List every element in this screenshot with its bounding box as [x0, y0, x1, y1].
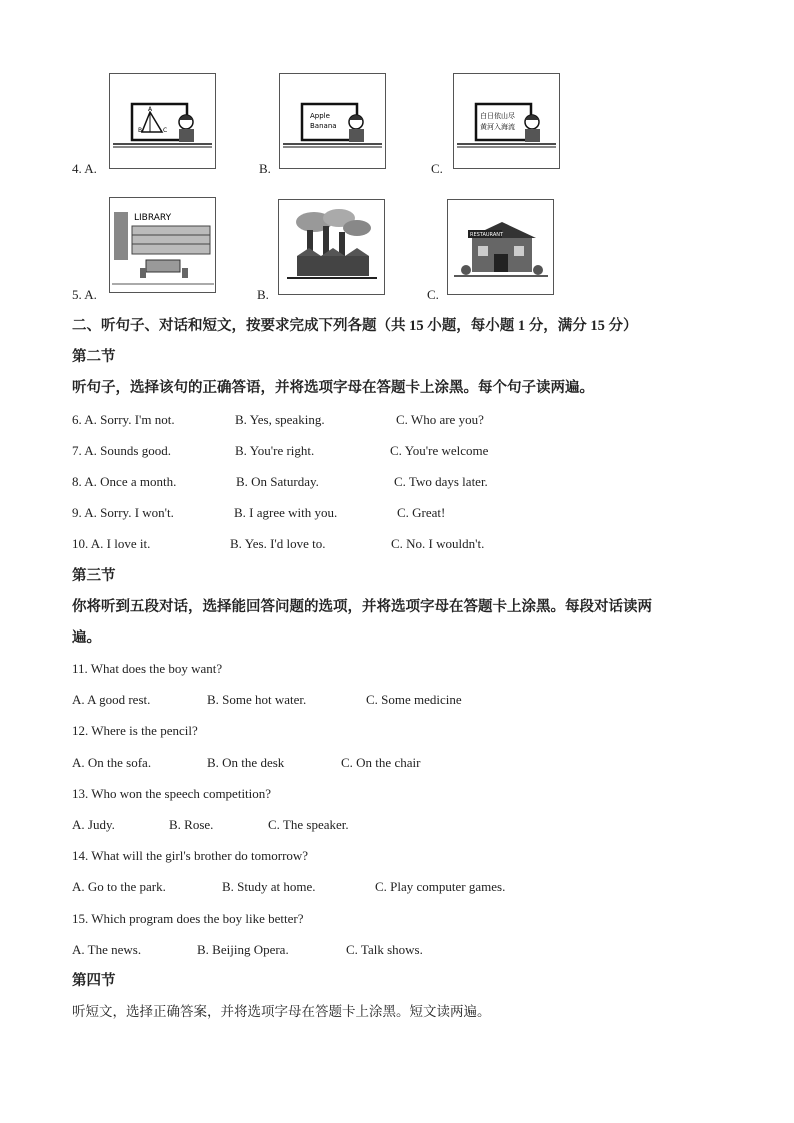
section-two-heading: 二、听句子、对话和短文，按要求完成下列各题（共 15 小题，每小题 1 分，满分 15 分） [72, 318, 638, 334]
part3-title: 第三节 [72, 568, 116, 584]
part3-instruction-line1: 你将听到五段对话，选择能回答问题的选项，并将选项字母在答题卡上涂黑。每段对话读两 [72, 599, 652, 615]
option-b: B. Some hot water. [207, 692, 307, 707]
question-text: 14. What will the girl's brother do tomorrow? [72, 848, 309, 863]
q4-picture-b [279, 73, 386, 169]
q5-picture-c [447, 199, 554, 295]
option-c: C. Two days later. [394, 474, 488, 489]
option-b: B. Rose. [169, 817, 214, 832]
part4-instruction: 听短文，选择正确答案，并将选项字母在答题卡上涂黑。短文读两遍。 [72, 1004, 491, 1019]
option-b: B. Yes, speaking. [235, 412, 325, 427]
board-poem-line-2: 黄河入海流 [480, 123, 515, 131]
restaurant-sign: RESTAURANT [470, 232, 504, 238]
triangle-label-a: A [148, 106, 153, 113]
q4-picture-a [109, 73, 216, 169]
teacher-english-board-illustration [280, 74, 385, 168]
q5-option-b: B. [257, 287, 269, 302]
option-a: 6. A. Sorry. I'm not. [72, 412, 175, 427]
teacher-triangle-illustration [110, 74, 215, 168]
part3-instruction-line2: 遍。 [72, 630, 101, 646]
option-c: C. No. I wouldn't. [391, 536, 485, 551]
option-c: C. You're welcome [390, 443, 489, 458]
restaurant-illustration [448, 200, 553, 294]
option-c: C. Play computer games. [375, 879, 506, 894]
part4-title: 第四节 [72, 973, 116, 989]
question-text: 11. What does the boy want? [72, 661, 223, 676]
option-b: B. I agree with you. [234, 505, 338, 520]
option-c: C. Some medicine [366, 692, 462, 707]
part2-title: 第二节 [72, 349, 116, 365]
teacher-chinese-poem-illustration [454, 74, 559, 168]
option-a: A. Go to the park. [72, 879, 166, 894]
option-a: A. The news. [72, 942, 142, 957]
option-b: B. You're right. [235, 443, 315, 458]
option-a: 7. A. Sounds good. [72, 443, 171, 458]
part2-instruction: 听句子，选择该句的正确答语，并将选项字母在答题卡上涂黑。每个句子读两遍。 [72, 380, 594, 396]
triangle-label-c: C [163, 127, 168, 134]
question-text: 15. Which program does the boy like better? [72, 911, 304, 926]
option-c: C. On the chair [341, 755, 421, 770]
q5-number: 5. A. [72, 287, 97, 302]
option-c: C. The speaker. [268, 817, 349, 832]
option-a: A. On the sofa. [72, 755, 152, 770]
option-c: C. Great! [397, 505, 446, 520]
option-a: 8. A. Once a month. [72, 474, 177, 489]
triangle-label-b: B [138, 127, 143, 134]
option-b: B. Beijing Opera. [197, 942, 289, 957]
option-a: 9. A. Sorry. I won't. [72, 505, 174, 520]
option-b: B. On Saturday. [236, 474, 319, 489]
option-b: B. On the desk [207, 755, 285, 770]
board-word-banana: Banana [310, 122, 337, 130]
option-b: B. Study at home. [222, 879, 316, 894]
option-c: C. Talk shows. [346, 942, 423, 957]
library-sign: LIBRARY [134, 213, 172, 223]
q4-number: 4. A. [72, 161, 97, 176]
option-a: A. A good rest. [72, 692, 151, 707]
factory-illustration [279, 200, 384, 294]
board-poem-line-1: 白日依山尽 [480, 112, 515, 120]
q5-picture-b [278, 199, 385, 295]
option-b: B. Yes. I'd love to. [230, 536, 326, 551]
q4-option-c: C. [431, 161, 443, 176]
question-text: 12. Where is the pencil? [72, 723, 198, 738]
board-word-apple: Apple [310, 112, 330, 120]
q5-picture-a [109, 197, 216, 293]
question-text: 13. Who won the speech competition? [72, 786, 272, 801]
q5-option-c: C. [427, 287, 439, 302]
q4-option-b: B. [259, 161, 271, 176]
option-c: C. Who are you? [396, 412, 484, 427]
option-a: 10. A. I love it. [72, 536, 151, 551]
q4-picture-c [453, 73, 560, 169]
option-a: A. Judy. [72, 817, 115, 832]
library-illustration [110, 198, 215, 292]
